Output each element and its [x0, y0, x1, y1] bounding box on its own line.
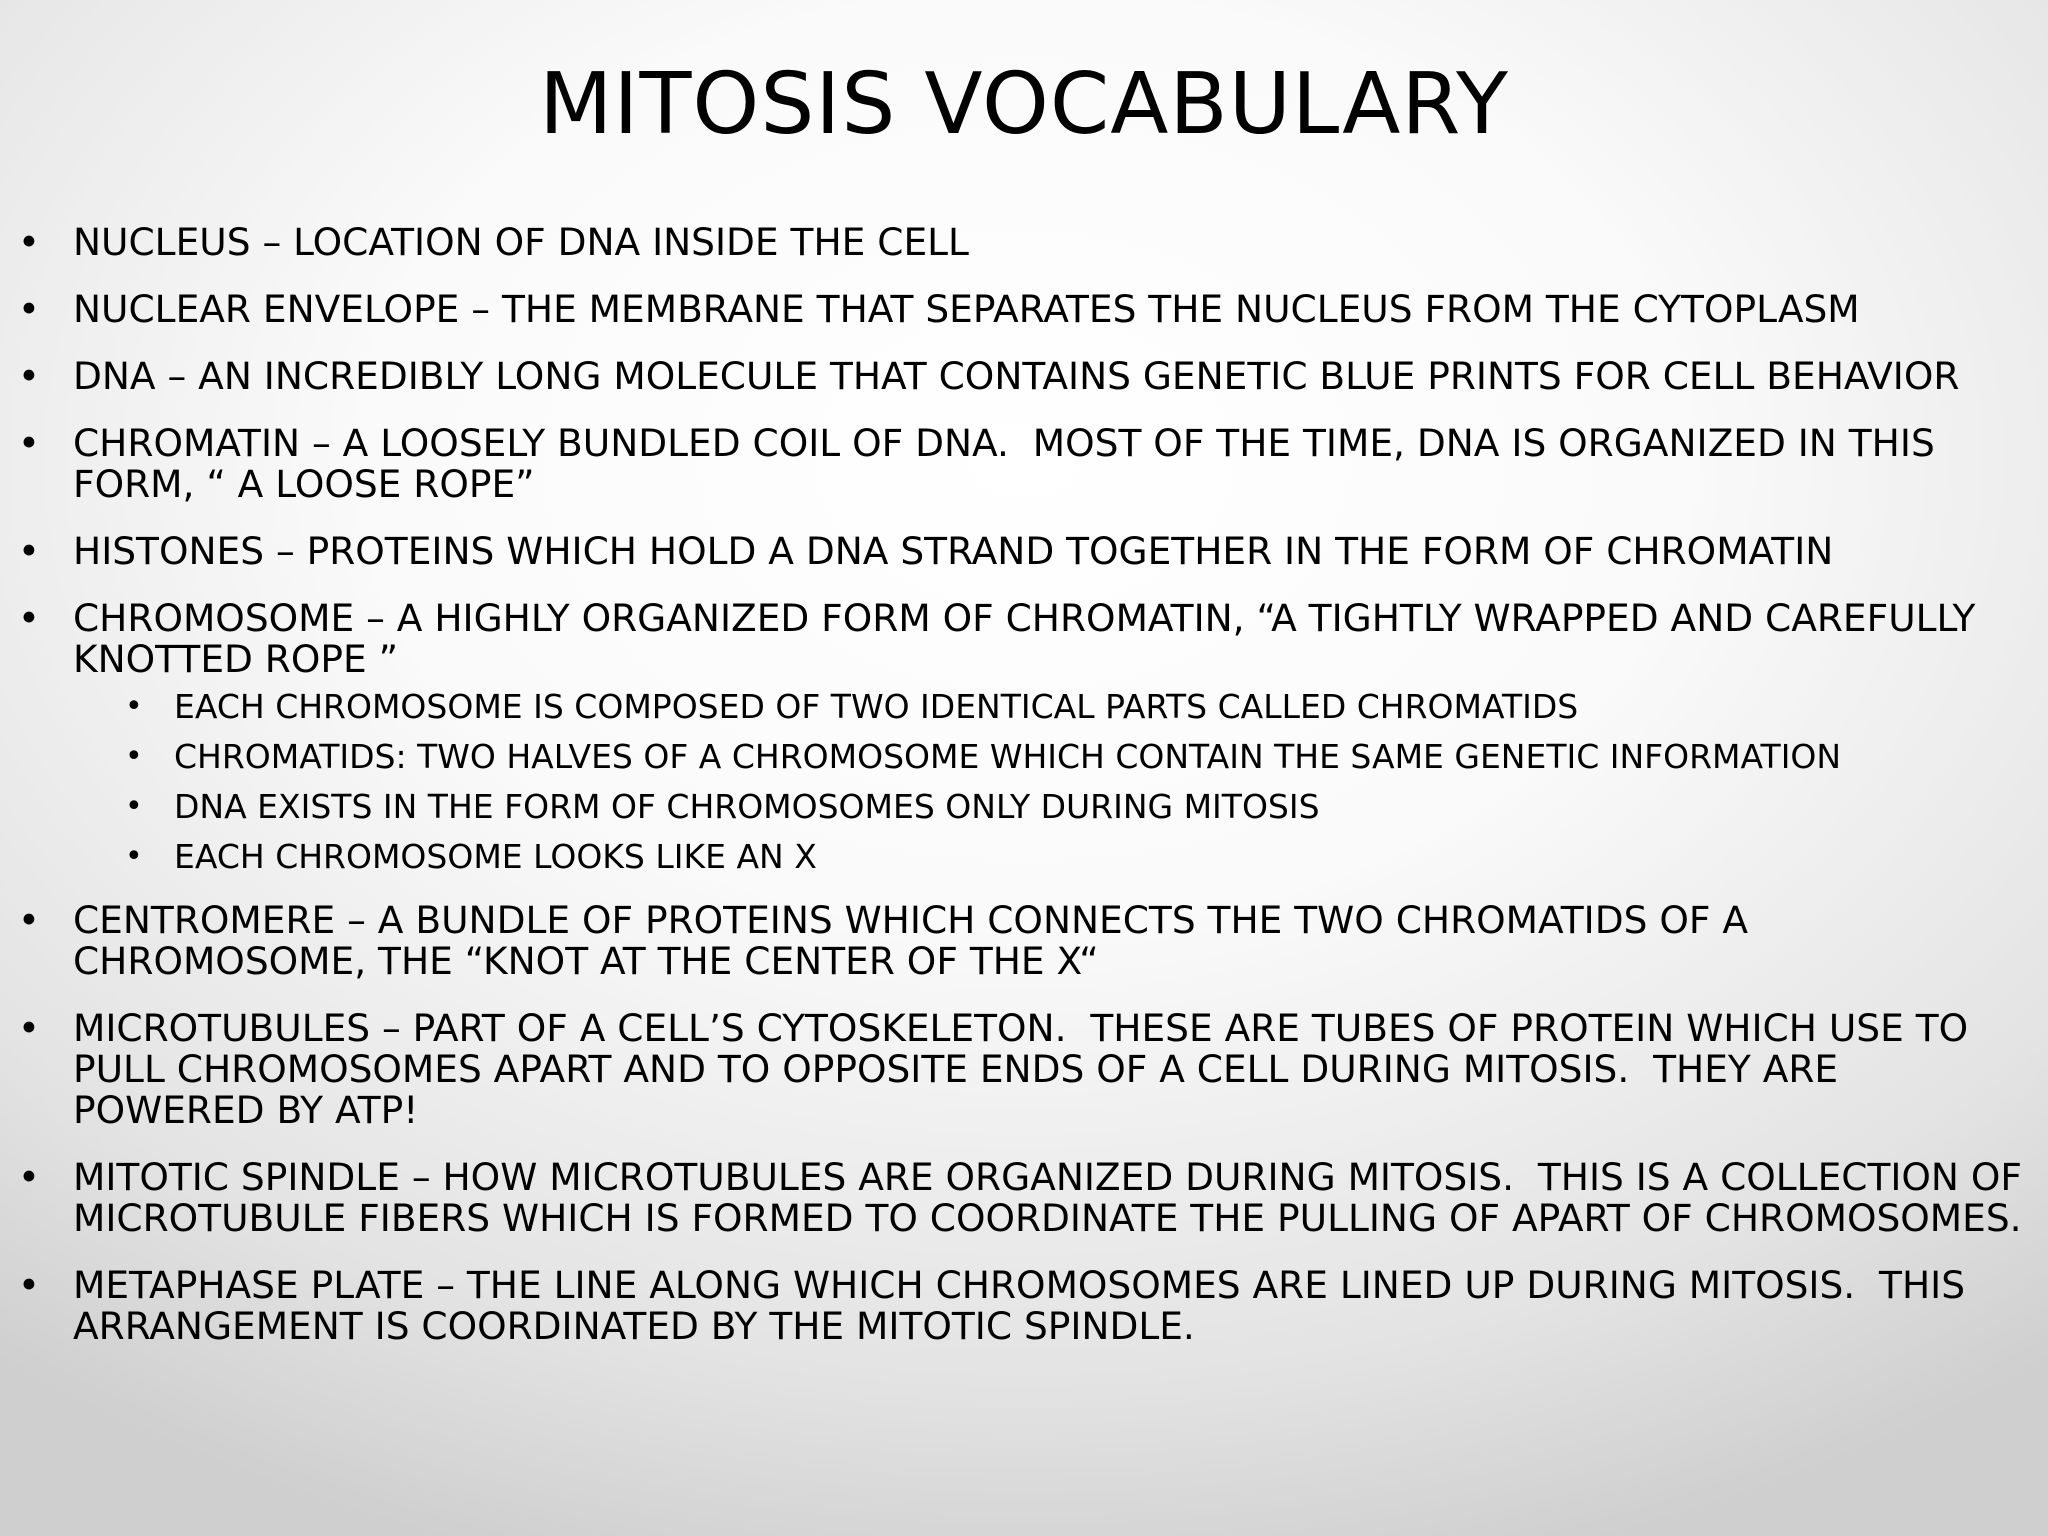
sub-item-text: EACH CHROMOSOME IS COMPOSED OF TWO IDENTICAL PARTS CALLED CHROMATIDS [174, 687, 1579, 726]
item-text: MITOTIC SPINDLE – HOW MICROTUBULES ARE ORGANIZED DURING MITOSIS. THIS IS A COLLECTION OF MICROTUBULE FIBERS WHICH IS FORMED TO COORDINATE THE PULLING OF APART OF CHROMOSOMES. [73, 1155, 2034, 1240]
list-item [0, 356, 2040, 397]
sub-item-text: CHROMATIDS: TWO HALVES OF A CHROMOSOME WHICH CONTAIN THE SAME GENETIC INFORMATION [174, 737, 1842, 776]
list-item [0, 1265, 2040, 1347]
item-text: CHROMATIN – A LOOSELY BUNDLED COIL OF DNA. MOST OF THE TIME, DNA IS ORGANIZED IN THIS FORM, “ A LOOSE ROPE” [73, 421, 1947, 506]
vocabulary-list [0, 222, 2040, 1373]
sub-item-text: DNA EXISTS IN THE FORM OF CHROMOSOMES ONLY DURING MITOSIS [174, 787, 1320, 826]
bullet-icon: • [18, 1156, 40, 1199]
sub-bullet-icon: • [125, 839, 143, 874]
list-item [0, 1008, 2040, 1131]
list-item [0, 598, 2040, 874]
list-item [0, 222, 2040, 263]
sub-list-item [73, 739, 2040, 774]
bullet-icon: • [18, 422, 40, 465]
sub-item-text: EACH CHROMOSOME LOOKS LIKE AN X [174, 837, 817, 876]
sub-list-item [73, 789, 2040, 824]
slide-title: MITOSIS VOCABULARY [539, 55, 1509, 154]
item-text: NUCLEAR ENVELOPE – THE MEMBRANE THAT SEPARATES THE NUCLEUS FROM THE CYTOPLASM [73, 287, 1860, 331]
sub-bullet-icon: • [125, 739, 143, 774]
sub-bullet-icon: • [125, 789, 143, 824]
bullet-icon: • [18, 1264, 40, 1307]
bullet-icon: • [18, 530, 40, 573]
item-text: NUCLEUS – LOCATION OF DNA INSIDE THE CELL [73, 220, 969, 264]
item-text: CENTROMERE – A BUNDLE OF PROTEINS WHICH CONNECTS THE TWO CHROMATIDS OF A CHROMOSOME, THE “KNOT AT THE CENTER OF THE X“ [73, 898, 1760, 983]
list-item [0, 289, 2040, 330]
list-item [0, 423, 2040, 505]
sub-list-item [73, 839, 2040, 874]
sub-list [73, 689, 2040, 874]
item-text: MICROTUBULES – PART OF A CELL’S CYTOSKELETON. THESE ARE TUBES OF PROTEIN WHICH USE TO PULL CHROMOSOMES APART AND TO OPPOSITE ENDS OF A CELL DURING MITOSIS. THEY ARE POWERED BY ATP! [73, 1006, 1981, 1132]
sub-bullet-icon: • [125, 689, 143, 724]
item-text: CHROMOSOME – A HIGHLY ORGANIZED FORM OF CHROMATIN, “A TIGHTLY WRAPPED AND CAREFULLY KNOTTED ROPE ” [73, 596, 1988, 681]
item-text: METAPHASE PLATE – THE LINE ALONG WHICH CHROMOSOMES ARE LINED UP DURING MITOSIS. THIS ARRANGEMENT IS COORDINATED BY THE MITOTIC SPINDLE. [73, 1263, 1977, 1348]
bullet-icon: • [18, 288, 40, 331]
list-item [0, 1157, 2040, 1239]
bullet-icon: • [18, 899, 40, 942]
item-text: HISTONES – PROTEINS WHICH HOLD A DNA STRAND TOGETHER IN THE FORM OF CHROMATIN [73, 529, 1834, 573]
bullet-icon: • [18, 355, 40, 398]
bullet-icon: • [18, 597, 40, 640]
list-item [0, 900, 2040, 982]
bullet-icon: • [18, 221, 40, 264]
list-item [0, 531, 2040, 572]
sub-list-item [73, 689, 2040, 724]
item-text: DNA – AN INCREDIBLY LONG MOLECULE THAT CONTAINS GENETIC BLUE PRINTS FOR CELL BEHAVIOR [73, 354, 1960, 398]
bullet-icon: • [18, 1007, 40, 1050]
